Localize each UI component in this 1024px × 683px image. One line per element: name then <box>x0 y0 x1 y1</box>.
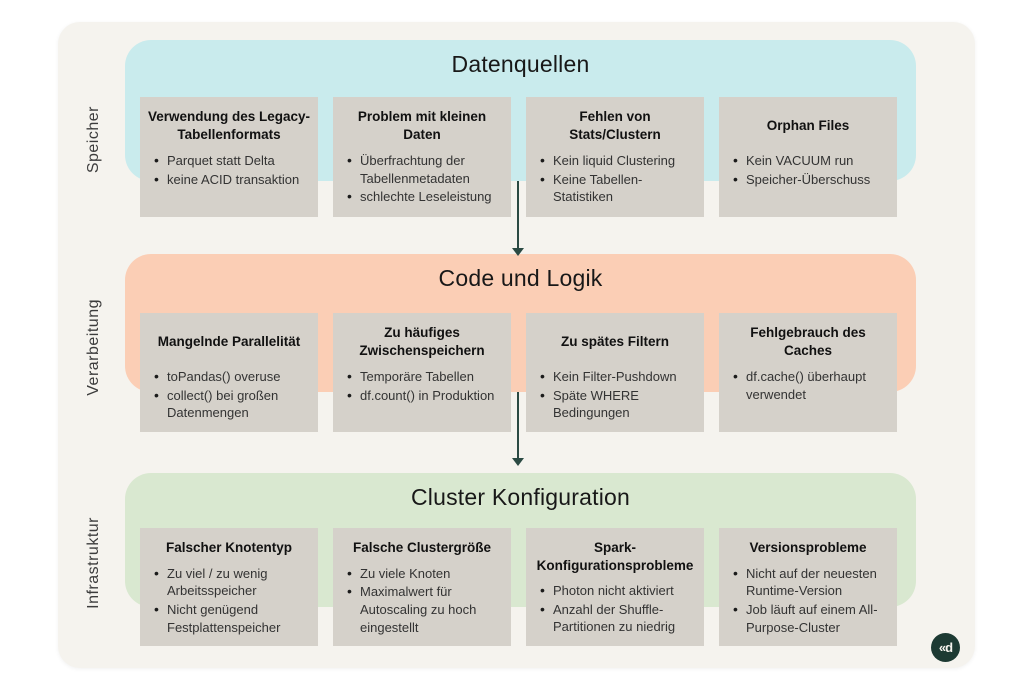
arrow-line <box>517 181 519 248</box>
diagram-board <box>58 22 975 668</box>
bullet-item: • Nicht auf der neuesten Runtime-Version <box>733 565 889 600</box>
row-label-verarbeitung <box>76 254 112 440</box>
card-bullets <box>339 368 505 404</box>
cards-row-infrastruktur <box>140 528 897 646</box>
bullet-item: • Späte WHERE Bedingungen <box>540 387 696 422</box>
bullet-item: • df.count() in Produktion <box>347 387 503 405</box>
arrow-head <box>512 458 524 466</box>
bullet-item: • Photon nicht aktiviert <box>540 582 696 600</box>
section-title: Code und Logik <box>438 265 603 291</box>
card-kleine-daten <box>333 97 511 217</box>
bullet-item: • Nicht genügend Festplattenspeicher <box>154 601 310 636</box>
card-bullets <box>725 152 891 188</box>
row-label-speicher <box>76 40 112 240</box>
card-title: Fehlgebrauch des Caches <box>750 325 866 358</box>
brand-logo: «d <box>931 633 960 662</box>
arrow-line <box>517 392 519 458</box>
bullet-item: • Keine Tabellen-Statistiken <box>540 171 696 206</box>
bullet-item: • Maximalwert für Autoscaling zu hoch eingestellt <box>347 583 503 636</box>
card-title: Fehlen von Stats/Clustern <box>569 109 661 142</box>
bullet-item: • Kein VACUUM run <box>733 152 889 170</box>
card-title: Verwendung des Legacy-Tabellenformats <box>147 109 311 142</box>
card-knotentyp <box>140 528 318 646</box>
card-bullets <box>339 152 505 206</box>
card-title: Spark-Konfigurationsprobleme <box>536 540 694 573</box>
card-bullets <box>339 565 505 637</box>
section-title: Datenquellen <box>451 51 590 77</box>
card-bullets <box>146 152 312 188</box>
card-parallelitaet <box>140 313 318 432</box>
arrow-down-icon <box>512 392 524 466</box>
bullet-item: • Zu viel / zu wenig Arbeitsspeicher <box>154 565 310 600</box>
card-title: Mangelnde Parallelität <box>157 334 301 350</box>
bullet-item: • Speicher-Überschuss <box>733 171 889 189</box>
card-bullets <box>146 565 312 637</box>
section-title: Cluster Konfiguration <box>411 484 630 510</box>
bullet-item: • Zu viele Knoten <box>347 565 503 583</box>
bullet-item: • df.cache() überhaupt verwendet <box>733 368 889 403</box>
card-title: Falscher Knotentyp <box>165 540 293 555</box>
card-spaetes-filtern <box>526 313 704 432</box>
bullet-item: • Kein Filter-Pushdown <box>540 368 696 386</box>
card-bullets <box>146 368 312 422</box>
card-zwischenspeichern <box>333 313 511 432</box>
bullet-item: • Parquet statt Delta <box>154 152 310 170</box>
card-title: Zu spätes Filtern <box>560 334 670 350</box>
row-label-text: Verarbeitung <box>85 298 102 396</box>
card-title: Zu häufiges Zwischenspeichern <box>359 325 485 358</box>
card-legacy-tabellenformat <box>140 97 318 217</box>
bullet-item: • Anzahl der Shuffle-Partitionen zu niedrig <box>540 601 696 636</box>
card-spark-konfiguration <box>526 528 704 646</box>
card-bullets <box>532 582 698 636</box>
card-orphan-files <box>719 97 897 217</box>
arrow-down-icon <box>512 181 524 256</box>
bullet-item: • Überfrachtung der Tabellenmetadaten <box>347 152 503 187</box>
row-label-text: Speicher <box>85 106 102 174</box>
card-bullets <box>532 152 698 206</box>
bullet-item: • collect() bei großen Datenmengen <box>154 387 310 422</box>
row-label-infrastruktur <box>76 473 112 653</box>
bullet-item: • Temporäre Tabellen <box>347 368 503 386</box>
card-title: Falsche Clustergröße <box>352 540 492 555</box>
card-title: Orphan Files <box>766 118 850 134</box>
card-stats-clustern <box>526 97 704 217</box>
card-cache-fehlgebrauch <box>719 313 897 432</box>
card-bullets <box>532 368 698 422</box>
card-versionsprobleme <box>719 528 897 646</box>
card-title: Versionsprobleme <box>749 540 867 555</box>
card-clustergroesse <box>333 528 511 646</box>
bullet-item: • keine ACID transaktion <box>154 171 310 189</box>
bullet-item: • schlechte Leseleistung <box>347 188 503 206</box>
card-bullets <box>725 565 891 637</box>
arrow-head <box>512 248 524 256</box>
card-title: Problem mit kleinen Daten <box>357 109 487 142</box>
card-bullets <box>725 368 891 403</box>
bullet-item: • toPandas() overuse <box>154 368 310 386</box>
row-label-text: Infrastruktur <box>85 517 102 609</box>
bullet-item: • Kein liquid Clustering <box>540 152 696 170</box>
bullet-item: • Job läuft auf einem All-Purpose-Cluster <box>733 601 889 636</box>
